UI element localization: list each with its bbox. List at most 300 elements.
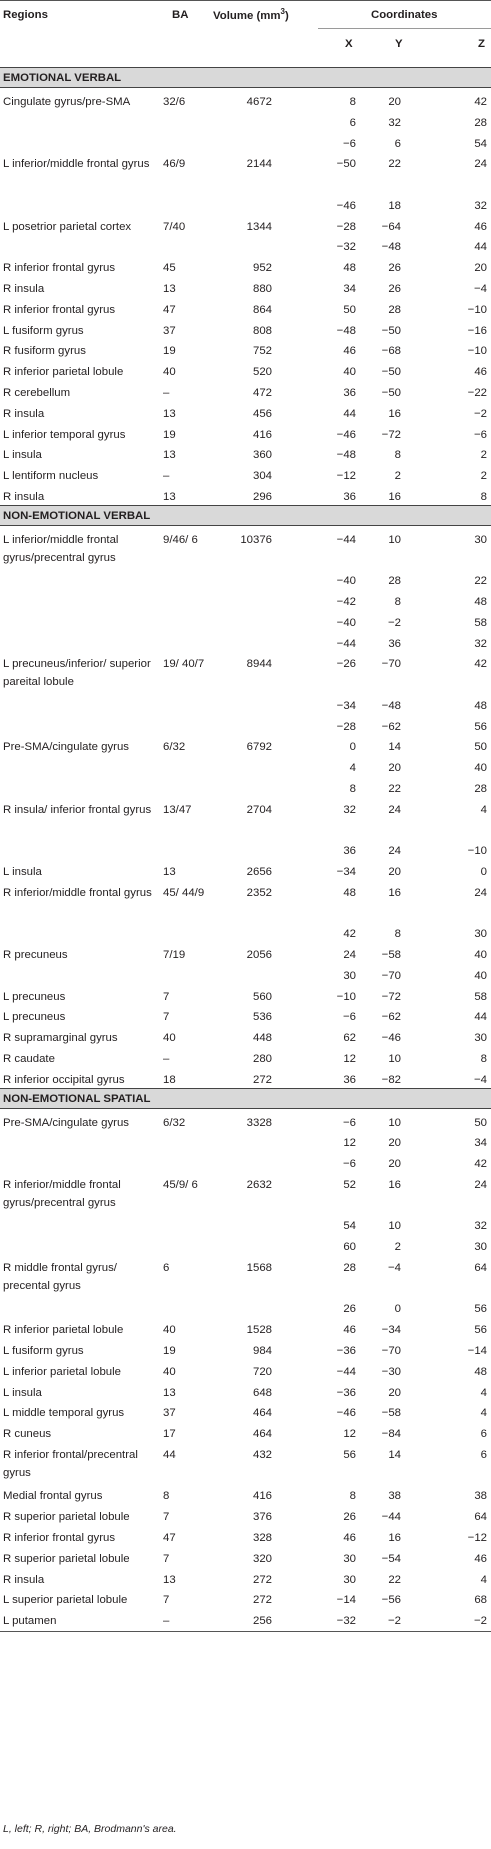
ba-cell: 9/46/ 6 bbox=[163, 533, 198, 546]
x-coordinate-cell: 56 bbox=[343, 1449, 356, 1461]
table-row bbox=[0, 797, 491, 841]
table-row bbox=[0, 1025, 491, 1045]
region-cell: R insula bbox=[3, 283, 45, 295]
table-row bbox=[0, 1255, 491, 1299]
ba-cell: 8 bbox=[163, 1490, 170, 1503]
ba-cell: 17 bbox=[163, 1428, 176, 1441]
table-row bbox=[0, 1380, 491, 1400]
x-coordinate-cell: −32 bbox=[336, 241, 356, 254]
ba-cell: 45 bbox=[163, 262, 176, 275]
x-coordinate-cell: −12 bbox=[336, 470, 356, 483]
y-coordinate-cell: −2 bbox=[388, 1615, 401, 1628]
y-coordinate-cell: 2 bbox=[394, 1241, 401, 1254]
table-row bbox=[0, 610, 491, 630]
x-coordinate-cell: 6 bbox=[349, 116, 356, 129]
y-coordinate-cell: 16 bbox=[388, 407, 401, 420]
y-coordinate-cell: 20 bbox=[388, 1158, 401, 1171]
region-cell: L inferior parietal lobule bbox=[3, 1365, 121, 1378]
header-volume-close: ) bbox=[284, 9, 289, 22]
x-coordinate-cell: −6 bbox=[343, 1116, 356, 1129]
volume-cell: 328 bbox=[252, 1532, 272, 1544]
region-cell: L putamen bbox=[3, 1615, 57, 1628]
x-coordinate-cell: 46 bbox=[343, 345, 356, 358]
z-coordinate-cell: 32 bbox=[474, 199, 487, 212]
z-coordinate-cell: −4 bbox=[474, 1073, 487, 1086]
table-row bbox=[0, 193, 491, 213]
x-coordinate-cell: 48 bbox=[343, 262, 356, 275]
volume-cell: 2144 bbox=[246, 158, 272, 171]
table-row bbox=[0, 880, 491, 924]
region-cell: R superior parietal lobule bbox=[3, 1552, 130, 1565]
y-coordinate-cell: 14 bbox=[388, 1449, 401, 1461]
z-coordinate-cell: −14 bbox=[467, 1345, 487, 1357]
z-coordinate-cell: 48 bbox=[474, 699, 487, 712]
header-volume-unit-exponent: 3 bbox=[280, 7, 285, 16]
y-coordinate-cell: −72 bbox=[381, 990, 401, 1003]
z-coordinate-cell: 64 bbox=[474, 1511, 487, 1524]
z-coordinate-cell: 4 bbox=[480, 1386, 487, 1399]
ba-cell: 13 bbox=[163, 866, 176, 878]
y-coordinate-cell: −30 bbox=[381, 1365, 401, 1378]
table-row bbox=[0, 1525, 491, 1545]
x-coordinate-cell: 34 bbox=[343, 283, 356, 295]
y-coordinate-cell: 32 bbox=[388, 116, 401, 129]
z-coordinate-cell: 30 bbox=[474, 533, 487, 546]
x-coordinate-cell: 36 bbox=[343, 1073, 356, 1086]
x-coordinate-cell: 36 bbox=[343, 845, 356, 858]
y-coordinate-cell: −70 bbox=[381, 658, 401, 671]
z-coordinate-cell: 56 bbox=[474, 1303, 487, 1316]
table-row bbox=[0, 484, 491, 504]
y-coordinate-cell: 38 bbox=[388, 1490, 401, 1503]
y-coordinate-cell: 24 bbox=[388, 803, 401, 816]
table-row bbox=[0, 1172, 491, 1216]
table-row bbox=[0, 1567, 491, 1587]
volume-cell: 272 bbox=[252, 1073, 272, 1086]
z-coordinate-cell: 38 bbox=[474, 1490, 487, 1503]
ba-cell: 13 bbox=[163, 407, 176, 420]
x-coordinate-cell: −14 bbox=[336, 1594, 356, 1607]
x-coordinate-cell: −46 bbox=[336, 428, 356, 441]
x-coordinate-cell: −34 bbox=[336, 699, 356, 712]
table-row bbox=[0, 1296, 491, 1316]
table-row bbox=[0, 1608, 491, 1628]
volume-cell: 720 bbox=[252, 1365, 272, 1378]
x-coordinate-cell: 36 bbox=[343, 387, 356, 399]
table-row bbox=[0, 380, 491, 400]
x-coordinate-cell: 40 bbox=[343, 366, 356, 379]
table-row bbox=[0, 1213, 491, 1233]
region-cell: Pre-SMA/cingulate gyrus bbox=[3, 741, 129, 754]
table-row bbox=[0, 214, 491, 234]
y-coordinate-cell: 22 bbox=[388, 1573, 401, 1586]
table-row bbox=[0, 776, 491, 796]
y-coordinate-cell: 26 bbox=[388, 262, 401, 275]
y-coordinate-cell: −50 bbox=[381, 324, 401, 337]
table-row bbox=[0, 1359, 491, 1379]
volume-cell: 8944 bbox=[246, 658, 272, 671]
region-cell: R inferior/middle frontal gyrus/precentral gyrus bbox=[3, 1179, 121, 1209]
y-coordinate-cell: 28 bbox=[388, 575, 401, 588]
region-cell: R inferior parietal lobule bbox=[3, 366, 124, 379]
volume-cell: 2352 bbox=[246, 886, 272, 899]
y-coordinate-cell: −54 bbox=[381, 1552, 401, 1565]
z-coordinate-cell: 46 bbox=[474, 220, 487, 233]
z-coordinate-cell: 30 bbox=[474, 1241, 487, 1254]
table-row bbox=[0, 568, 491, 588]
x-coordinate-cell: 52 bbox=[343, 1179, 356, 1191]
volume-cell: 3328 bbox=[246, 1116, 272, 1129]
table-row bbox=[0, 734, 491, 754]
region-cell: L inferior/middle frontal gyrus bbox=[3, 158, 150, 171]
y-coordinate-cell: −62 bbox=[381, 720, 401, 733]
z-coordinate-cell: 50 bbox=[474, 1116, 487, 1129]
y-coordinate-cell: 22 bbox=[388, 158, 401, 171]
ba-cell: – bbox=[163, 387, 170, 399]
y-coordinate-cell: −64 bbox=[381, 220, 401, 233]
region-cell: L insula bbox=[3, 449, 42, 462]
ba-cell: 7/19 bbox=[163, 949, 186, 961]
z-coordinate-cell: 32 bbox=[474, 637, 487, 650]
ba-cell: 6 bbox=[163, 1262, 170, 1274]
x-coordinate-cell: 42 bbox=[343, 928, 356, 941]
y-coordinate-cell: 16 bbox=[388, 886, 401, 899]
region-cell: L fusiform gyrus bbox=[3, 1345, 84, 1357]
z-coordinate-cell: 46 bbox=[474, 1552, 487, 1565]
x-coordinate-cell: −36 bbox=[336, 1386, 356, 1399]
z-coordinate-cell: 2 bbox=[480, 470, 487, 483]
x-coordinate-cell: −6 bbox=[343, 1158, 356, 1171]
x-coordinate-cell: 50 bbox=[343, 303, 356, 316]
volume-cell: 560 bbox=[252, 990, 272, 1003]
header-coordinates: Coordinates bbox=[371, 9, 438, 21]
z-coordinate-cell: 58 bbox=[474, 990, 487, 1003]
volume-cell: 864 bbox=[252, 303, 272, 316]
region-cell: R inferior occipital gyrus bbox=[3, 1073, 125, 1086]
x-coordinate-cell: −44 bbox=[336, 1365, 356, 1378]
y-coordinate-cell: 26 bbox=[388, 283, 401, 295]
volume-cell: 280 bbox=[252, 1053, 272, 1065]
ba-cell: 7 bbox=[163, 1011, 170, 1024]
table-row bbox=[0, 838, 491, 858]
region-cell: R inferior frontal gyrus bbox=[3, 1532, 116, 1544]
z-coordinate-cell: 48 bbox=[474, 1365, 487, 1378]
y-coordinate-cell: 0 bbox=[394, 1303, 401, 1316]
ba-cell: 6/32 bbox=[163, 1116, 186, 1129]
volume-cell: 304 bbox=[252, 470, 272, 483]
z-coordinate-cell: 56 bbox=[474, 720, 487, 733]
y-coordinate-cell: −2 bbox=[388, 616, 401, 629]
header-z: Z bbox=[478, 38, 485, 50]
region-cell: R fusiform gyrus bbox=[3, 345, 86, 358]
table-row bbox=[0, 442, 491, 462]
y-coordinate-cell: 10 bbox=[388, 1053, 401, 1065]
x-coordinate-cell: 8 bbox=[349, 96, 356, 108]
z-coordinate-cell: 44 bbox=[474, 1011, 487, 1024]
x-coordinate-cell: −44 bbox=[336, 533, 356, 546]
volume-cell: 1344 bbox=[246, 220, 272, 233]
y-coordinate-cell: −50 bbox=[381, 387, 401, 399]
volume-cell: 752 bbox=[252, 345, 272, 358]
z-coordinate-cell: 68 bbox=[474, 1594, 487, 1607]
y-coordinate-cell: −4 bbox=[388, 1262, 401, 1274]
section-header bbox=[0, 1088, 491, 1109]
x-coordinate-cell: −6 bbox=[343, 137, 356, 150]
volume-cell: 256 bbox=[252, 1615, 272, 1628]
region-cell: R inferior parietal lobule bbox=[3, 1324, 124, 1337]
ba-cell: 7 bbox=[163, 1552, 170, 1565]
z-coordinate-cell: 50 bbox=[474, 741, 487, 754]
y-coordinate-cell: 10 bbox=[388, 533, 401, 546]
region-cell: L insula bbox=[3, 1386, 42, 1399]
y-coordinate-cell: −84 bbox=[381, 1428, 401, 1441]
ba-cell: 44 bbox=[163, 1449, 176, 1461]
table-row bbox=[0, 714, 491, 734]
table-row bbox=[0, 693, 491, 713]
ba-cell: 40 bbox=[163, 366, 176, 379]
x-coordinate-cell: −10 bbox=[336, 990, 356, 1003]
z-coordinate-cell: 44 bbox=[474, 241, 487, 254]
ba-cell: – bbox=[163, 1615, 170, 1628]
region-cell: R inferior/middle frontal gyrus bbox=[3, 886, 152, 899]
x-coordinate-cell: 8 bbox=[349, 1490, 356, 1503]
z-coordinate-cell: 22 bbox=[474, 575, 487, 588]
x-coordinate-cell: 12 bbox=[343, 1428, 356, 1441]
z-coordinate-cell: 40 bbox=[474, 969, 487, 982]
header-ba: BA bbox=[172, 9, 189, 21]
y-coordinate-cell: −58 bbox=[381, 949, 401, 961]
region-cell: Pre-SMA/cingulate gyrus bbox=[3, 1116, 129, 1129]
z-coordinate-cell: 8 bbox=[480, 1053, 487, 1065]
table-row bbox=[0, 1130, 491, 1150]
z-coordinate-cell: 40 bbox=[474, 949, 487, 961]
volume-cell: 376 bbox=[252, 1511, 272, 1524]
z-coordinate-cell: 30 bbox=[474, 1032, 487, 1045]
volume-cell: 2704 bbox=[246, 803, 272, 816]
ba-cell: 47 bbox=[163, 1532, 176, 1544]
header-volume-label: Volume (mm bbox=[213, 9, 281, 22]
table-row bbox=[0, 921, 491, 941]
volume-cell: 2056 bbox=[246, 949, 272, 961]
z-coordinate-cell: −16 bbox=[467, 324, 487, 337]
table-row bbox=[0, 631, 491, 651]
table-row bbox=[0, 1400, 491, 1420]
region-cell: L inferior temporal gyrus bbox=[3, 428, 126, 441]
table-row bbox=[0, 1317, 491, 1337]
z-coordinate-cell: −10 bbox=[467, 845, 487, 858]
x-coordinate-cell: 30 bbox=[343, 1552, 356, 1565]
z-coordinate-cell: 2 bbox=[480, 449, 487, 462]
x-coordinate-cell: 8 bbox=[349, 783, 356, 795]
y-coordinate-cell: 8 bbox=[394, 596, 401, 608]
z-coordinate-cell: −12 bbox=[467, 1532, 487, 1544]
ba-cell: 18 bbox=[163, 1073, 176, 1086]
x-coordinate-cell: −32 bbox=[336, 1615, 356, 1628]
region-cell: R supramarginal gyrus bbox=[3, 1032, 118, 1045]
table-row bbox=[0, 1504, 491, 1524]
x-coordinate-cell: −42 bbox=[336, 596, 356, 608]
ba-cell: 40 bbox=[163, 1032, 176, 1045]
y-coordinate-cell: 10 bbox=[388, 1116, 401, 1129]
volume-cell: 2656 bbox=[246, 866, 272, 878]
region-cell: L fusiform gyrus bbox=[3, 324, 84, 337]
ba-cell: 13 bbox=[163, 283, 176, 295]
y-coordinate-cell: −58 bbox=[381, 1407, 401, 1420]
table-row bbox=[0, 1338, 491, 1358]
x-coordinate-cell: 44 bbox=[343, 407, 356, 420]
volume-cell: 648 bbox=[252, 1386, 272, 1399]
section-title: NON-EMOTIONAL VERBAL bbox=[3, 509, 151, 522]
z-coordinate-cell: 56 bbox=[474, 1324, 487, 1337]
ba-cell: 13 bbox=[163, 491, 176, 503]
x-coordinate-cell: −46 bbox=[336, 199, 356, 212]
y-coordinate-cell: −48 bbox=[381, 241, 401, 254]
volume-cell: 4672 bbox=[246, 96, 272, 108]
volume-cell: 320 bbox=[252, 1552, 272, 1565]
z-coordinate-cell: 24 bbox=[474, 158, 487, 171]
header-volume bbox=[213, 7, 289, 22]
table-row bbox=[0, 276, 491, 296]
y-coordinate-cell: −70 bbox=[381, 1345, 401, 1357]
y-coordinate-cell: −56 bbox=[381, 1594, 401, 1607]
volume-cell: 272 bbox=[252, 1573, 272, 1586]
z-coordinate-cell: −4 bbox=[474, 283, 487, 295]
x-coordinate-cell: 28 bbox=[343, 1262, 356, 1274]
x-coordinate-cell: −40 bbox=[336, 575, 356, 588]
ba-cell: 45/9/ 6 bbox=[163, 1179, 198, 1191]
table-footnote: L, left; R, right; BA, Brodmann's area. bbox=[3, 1823, 177, 1835]
y-coordinate-cell: 20 bbox=[388, 762, 401, 775]
table-row bbox=[0, 234, 491, 254]
x-coordinate-cell: 54 bbox=[343, 1220, 356, 1233]
table-row bbox=[0, 1483, 491, 1503]
ba-cell: 19 bbox=[163, 1345, 176, 1357]
ba-cell: 32/6 bbox=[163, 96, 186, 108]
table-row bbox=[0, 422, 491, 442]
section-header bbox=[0, 67, 491, 88]
y-coordinate-cell: 20 bbox=[388, 1386, 401, 1399]
region-cell: R inferior frontal gyrus bbox=[3, 262, 116, 275]
y-coordinate-cell: −50 bbox=[381, 366, 401, 379]
z-coordinate-cell: −2 bbox=[474, 407, 487, 420]
z-coordinate-cell: 42 bbox=[474, 1158, 487, 1171]
ba-cell: 47 bbox=[163, 303, 176, 316]
region-cell: L lentiform nucleus bbox=[3, 470, 99, 483]
table-row bbox=[0, 859, 491, 879]
volume-cell: 472 bbox=[252, 387, 272, 399]
coordinates-rule bbox=[318, 28, 491, 29]
ba-cell: 45/ 44/9 bbox=[163, 886, 205, 899]
ba-cell: 37 bbox=[163, 324, 176, 337]
volume-cell: 984 bbox=[252, 1345, 272, 1357]
z-coordinate-cell: 58 bbox=[474, 616, 487, 629]
y-coordinate-cell: 20 bbox=[388, 96, 401, 108]
volume-cell: 536 bbox=[252, 1011, 272, 1024]
x-coordinate-cell: −50 bbox=[336, 158, 356, 171]
region-cell: R insula bbox=[3, 491, 45, 503]
region-cell: R inferior frontal/precentral gyrus bbox=[3, 1449, 138, 1479]
table-row bbox=[0, 651, 491, 695]
z-coordinate-cell: 6 bbox=[480, 1449, 487, 1461]
x-coordinate-cell: −28 bbox=[336, 220, 356, 233]
volume-cell: 416 bbox=[252, 1490, 272, 1503]
x-coordinate-cell: 4 bbox=[349, 762, 356, 775]
z-coordinate-cell: −10 bbox=[467, 303, 487, 316]
y-coordinate-cell: 16 bbox=[388, 491, 401, 503]
y-coordinate-cell: 8 bbox=[394, 449, 401, 462]
region-cell: L precuneus/inferior/ superior pareital lobule bbox=[3, 658, 151, 689]
volume-cell: 1568 bbox=[246, 1262, 272, 1274]
ba-cell: 13/47 bbox=[163, 803, 192, 816]
region-cell: R middle frontal gyrus/ precental gyrus bbox=[3, 1262, 117, 1292]
volume-cell: 10376 bbox=[240, 533, 272, 546]
table-row bbox=[0, 1587, 491, 1607]
volume-cell: 520 bbox=[252, 366, 272, 379]
region-cell: R cuneus bbox=[3, 1428, 52, 1441]
x-coordinate-cell: 26 bbox=[343, 1303, 356, 1316]
section-title: EMOTIONAL VERBAL bbox=[3, 72, 122, 84]
z-coordinate-cell: 4 bbox=[480, 803, 487, 816]
z-coordinate-cell: 0 bbox=[480, 866, 487, 878]
z-coordinate-cell: −6 bbox=[474, 428, 487, 441]
z-coordinate-cell: −22 bbox=[467, 387, 487, 399]
table-bottom-rule bbox=[0, 1631, 491, 1632]
table-row bbox=[0, 527, 491, 571]
z-coordinate-cell: 46 bbox=[474, 366, 487, 379]
x-coordinate-cell: 12 bbox=[343, 1053, 356, 1065]
z-coordinate-cell: 8 bbox=[480, 491, 487, 503]
region-cell: R precuneus bbox=[3, 949, 68, 961]
x-coordinate-cell: −26 bbox=[336, 658, 356, 671]
region-cell: Medial frontal gyrus bbox=[3, 1490, 103, 1503]
z-coordinate-cell: 32 bbox=[474, 1220, 487, 1233]
x-coordinate-cell: 12 bbox=[343, 1137, 356, 1150]
ba-cell: 6/32 bbox=[163, 741, 186, 754]
x-coordinate-cell: 62 bbox=[343, 1032, 356, 1045]
table-row bbox=[0, 984, 491, 1004]
table-row bbox=[0, 297, 491, 317]
z-coordinate-cell: 20 bbox=[474, 262, 487, 275]
y-coordinate-cell: 36 bbox=[388, 637, 401, 650]
region-cell: R insula bbox=[3, 1573, 45, 1586]
y-coordinate-cell: −82 bbox=[381, 1073, 401, 1086]
region-cell: L precuneus bbox=[3, 990, 66, 1003]
region-cell: L insula bbox=[3, 866, 42, 878]
region-cell: R caudate bbox=[3, 1053, 55, 1065]
x-coordinate-cell: 60 bbox=[343, 1241, 356, 1254]
y-coordinate-cell: 2 bbox=[394, 470, 401, 483]
x-coordinate-cell: −40 bbox=[336, 616, 356, 629]
volume-cell: 360 bbox=[252, 449, 272, 462]
x-coordinate-cell: 32 bbox=[343, 803, 356, 816]
region-cell: R superior parietal lobule bbox=[3, 1511, 130, 1524]
volume-cell: 1528 bbox=[246, 1324, 272, 1337]
section-header bbox=[0, 505, 491, 526]
region-cell: L middle temporal gyrus bbox=[3, 1407, 125, 1420]
volume-cell: 432 bbox=[252, 1449, 272, 1461]
ba-cell: 7 bbox=[163, 990, 170, 1003]
z-coordinate-cell: 24 bbox=[474, 886, 487, 899]
x-coordinate-cell: 30 bbox=[343, 1573, 356, 1586]
table-row bbox=[0, 963, 491, 983]
table-row bbox=[0, 110, 491, 130]
ba-cell: 19/ 40/7 bbox=[163, 658, 205, 671]
y-coordinate-cell: 24 bbox=[388, 845, 401, 858]
table-row bbox=[0, 151, 491, 195]
ba-cell: 13 bbox=[163, 1386, 176, 1399]
region-cell: R inferior frontal gyrus bbox=[3, 303, 116, 316]
table-row bbox=[0, 89, 491, 109]
